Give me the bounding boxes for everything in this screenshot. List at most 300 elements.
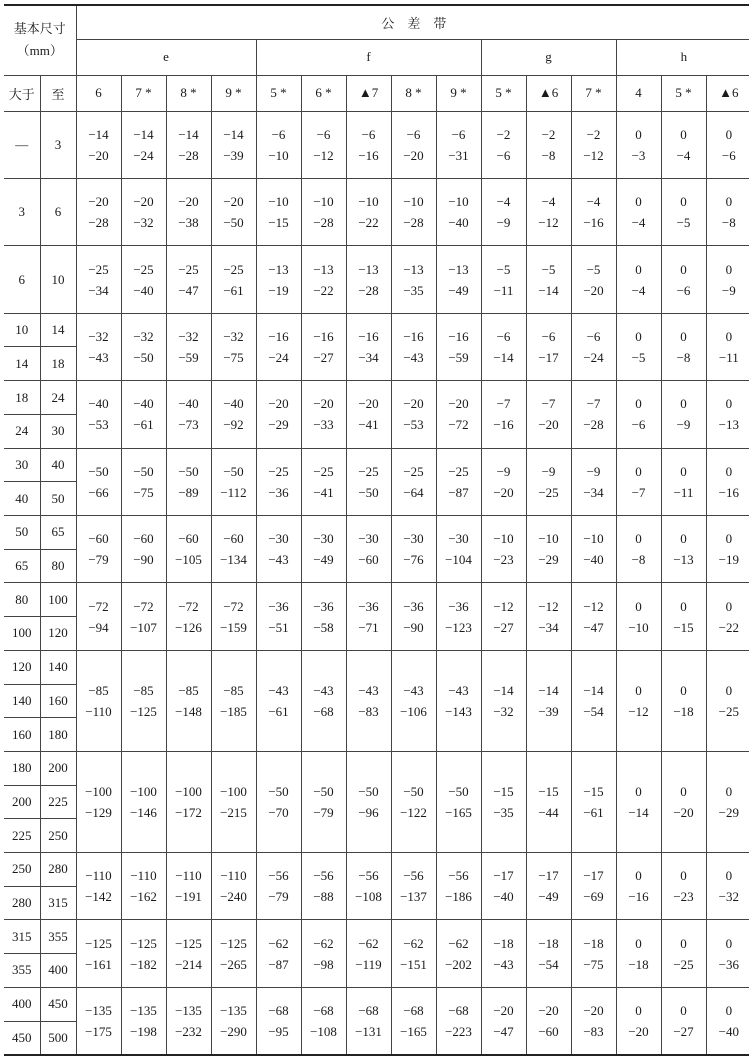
lower-deviation: −8 [721,215,736,231]
size-to-cell: 14 [40,313,76,347]
upper-deviation: −43 [403,682,424,698]
lower-deviation: −214 [175,956,202,972]
lower-deviation: −73 [178,417,199,433]
basic-size-label: 基本尺寸 [13,21,66,37]
deviation-cell [211,650,256,751]
lower-deviation: −29 [268,417,289,433]
table-header [4,5,749,111]
upper-deviation: 0 [635,396,642,412]
lower-deviation: −76 [403,552,424,568]
upper-deviation: 0 [725,328,733,344]
upper-deviation: −85 [223,682,244,698]
group-header-g: g [481,39,616,75]
lower-deviation: −95 [268,1023,289,1039]
deviation-cell [301,583,346,650]
upper-deviation: −50 [88,463,109,479]
size-to-cell: 315 [40,886,76,920]
upper-deviation: 0 [680,598,687,614]
lower-deviation: −72 [448,417,469,433]
upper-deviation: −16 [268,328,289,344]
deviation-cell [211,987,256,1054]
upper-deviation: −13 [358,261,379,277]
lower-deviation: −223 [445,1023,472,1039]
table-row [4,313,749,347]
deviation-cell [526,246,571,313]
size-from-cell: 355 [4,954,40,988]
table-row [4,853,749,887]
deviation-cell [301,853,346,920]
lower-deviation: −123 [445,619,472,635]
deviation-cell [166,111,211,178]
upper-deviation: −6 [496,328,511,344]
deviation-cell [436,853,481,920]
lower-deviation: −18 [628,956,649,972]
lower-deviation: −198 [130,1023,157,1039]
lower-deviation: −75 [223,349,244,365]
lower-deviation: −151 [400,956,427,972]
lower-deviation: −70 [268,804,289,820]
lower-deviation: −29 [538,552,559,568]
upper-deviation: −56 [448,868,469,884]
lower-deviation: −89 [178,484,199,500]
lower-deviation: −14 [493,349,514,365]
deviation-cell [661,853,706,920]
size-to-cell: 355 [40,920,76,954]
upper-deviation: −15 [583,783,604,799]
deviation-cell [166,246,211,313]
size-from-cell: 24 [4,414,40,448]
deviation-cell [436,987,481,1054]
deviation-cell [391,313,436,380]
size-from-cell: 280 [4,886,40,920]
deviation-cell [616,313,661,380]
grade-header-h-2: ▲6 [706,75,749,111]
upper-deviation: −14 [583,682,604,698]
deviation-cell [436,583,481,650]
upper-deviation: 0 [725,682,733,698]
upper-deviation: −62 [448,935,469,951]
tolerance-zone-header: 公 差 带 [76,5,749,39]
deviation-cell [616,650,661,751]
upper-deviation: 0 [635,463,642,479]
upper-deviation: −25 [448,463,469,479]
upper-deviation: −68 [313,1002,334,1018]
deviation-cell [346,920,391,987]
upper-deviation: −125 [130,935,157,951]
deviation-cell [346,751,391,852]
deviation-cell [706,313,749,380]
lower-deviation: −50 [133,349,154,365]
deviation-cell [76,920,121,987]
deviation-cell [121,381,166,448]
table-row [4,751,749,785]
deviation-cell [436,246,481,313]
deviation-cell [301,650,346,751]
deviation-cell [661,515,706,582]
deviation-cell [166,920,211,987]
deviation-cell [211,178,256,245]
deviation-cell [571,987,616,1054]
upper-deviation: 0 [725,783,733,799]
upper-deviation: −6 [451,126,466,142]
deviation-cell [661,111,706,178]
upper-deviation: 0 [680,328,687,344]
size-to-cell: 30 [40,414,76,448]
lower-deviation: −6 [631,417,646,433]
upper-deviation: −100 [130,783,157,799]
upper-deviation: −5 [496,261,511,277]
upper-deviation: −60 [178,531,199,547]
deviation-cell [121,246,166,313]
deviation-cell [121,987,166,1054]
lower-deviation: −23 [673,889,694,905]
deviation-cell [436,178,481,245]
upper-deviation: 0 [725,261,733,277]
size-from-cell: 225 [4,819,40,853]
lower-deviation: −39 [223,147,244,163]
deviation-cell [121,515,166,582]
deviation-cell [256,751,301,852]
upper-deviation: −20 [583,1002,604,1018]
upper-deviation: −50 [223,463,244,479]
to-header: 至 [40,75,76,111]
lower-deviation: −39 [538,703,559,719]
upper-deviation: −60 [88,531,109,547]
upper-deviation: −50 [448,783,469,799]
deviation-cell [706,381,749,448]
upper-deviation: 0 [635,682,642,698]
deviation-cell [301,178,346,245]
deviation-cell [391,920,436,987]
lower-deviation: −68 [313,703,334,719]
size-to-cell: 200 [40,751,76,785]
upper-deviation: −60 [223,531,244,547]
lower-deviation: −83 [583,1023,604,1039]
lower-deviation: −59 [178,349,199,365]
upper-deviation: −85 [88,682,109,698]
grade-header-f-2: ▲7 [346,75,391,111]
upper-deviation: 0 [725,396,733,412]
lower-deviation: −58 [313,619,334,635]
size-from-cell: 65 [4,549,40,583]
deviation-cell [346,853,391,920]
upper-deviation: −110 [85,868,112,884]
deviation-cell [571,111,616,178]
size-to-cell: 3 [40,111,76,178]
size-from-cell: 250 [4,853,40,887]
lower-deviation: −24 [268,349,289,365]
table-row [4,515,749,549]
upper-deviation: −50 [403,783,424,799]
deviation-cell [166,178,211,245]
lower-deviation: −75 [583,956,604,972]
upper-deviation: −135 [175,1002,202,1018]
size-from-cell: 160 [4,718,40,752]
upper-deviation: −18 [583,935,604,951]
deviation-cell [256,583,301,650]
upper-deviation: −14 [178,126,199,142]
deviation-cell [706,515,749,582]
deviation-cell [706,178,749,245]
lower-deviation: −165 [445,804,472,820]
lower-deviation: −9 [676,417,691,433]
upper-deviation: 0 [725,598,733,614]
size-from-cell: 120 [4,650,40,684]
lower-deviation: −265 [220,956,247,972]
deviation-cell [526,381,571,448]
size-from-cell: 200 [4,785,40,819]
deviation-cell [481,313,526,380]
size-from-cell: 80 [4,583,40,617]
lower-deviation: −27 [493,619,514,635]
lower-deviation: −35 [493,804,514,820]
upper-deviation: −10 [448,194,469,210]
lower-deviation: −23 [493,552,514,568]
deviation-cell [301,246,346,313]
lower-deviation: −185 [220,703,247,719]
upper-deviation: −6 [586,328,601,344]
upper-deviation: −32 [88,328,109,344]
deviation-cell [256,111,301,178]
upper-deviation: −15 [493,783,514,799]
grade-row [4,75,749,111]
lower-deviation: −98 [313,956,334,972]
lower-deviation: −11 [718,349,739,365]
upper-deviation: −10 [313,194,334,210]
lower-deviation: −49 [313,552,334,568]
deviation-cell [301,111,346,178]
lower-deviation: −90 [403,619,424,635]
lower-deviation: −107 [130,619,157,635]
upper-deviation: −30 [403,531,424,547]
lower-deviation: −34 [358,349,379,365]
upper-deviation: −20 [538,1002,559,1018]
deviation-cell [76,853,121,920]
lower-deviation: −87 [268,956,289,972]
lower-deviation: −20 [583,282,604,298]
deviation-cell [211,313,256,380]
upper-deviation: −40 [178,396,199,412]
deviation-cell [166,650,211,751]
upper-deviation: −20 [268,396,289,412]
upper-deviation: −25 [313,463,334,479]
upper-deviation: 0 [635,328,642,344]
upper-deviation: 0 [680,126,687,142]
deviation-cell [211,246,256,313]
deviation-cell [661,920,706,987]
lower-deviation: −19 [268,282,289,298]
lower-deviation: −16 [628,889,649,905]
lower-deviation: −20 [493,484,514,500]
upper-deviation: −13 [313,261,334,277]
lower-deviation: −137 [400,889,427,905]
upper-deviation: 0 [635,531,642,547]
lower-deviation: −69 [583,889,604,905]
upper-deviation: −20 [88,194,109,210]
deviation-cell [706,583,749,650]
lower-deviation: −104 [445,552,472,568]
deviation-cell [121,583,166,650]
deviation-cell [211,381,256,448]
lower-deviation: −43 [493,956,514,972]
deviation-cell [616,920,661,987]
lower-deviation: −87 [448,484,469,500]
size-from-cell: 400 [4,987,40,1021]
deviation-cell [256,448,301,515]
upper-deviation: −135 [130,1002,157,1018]
deviation-cell [436,448,481,515]
lower-deviation: −40 [493,889,514,905]
upper-deviation: −13 [268,261,289,277]
upper-deviation: −2 [586,126,601,142]
upper-deviation: −32 [178,328,199,344]
deviation-cell [346,381,391,448]
lower-deviation: −6 [721,147,736,163]
grade-header-h-1: 5 * [661,75,706,111]
deviation-cell [571,920,616,987]
upper-deviation: −68 [358,1002,379,1018]
lower-deviation: −49 [448,282,469,298]
lower-deviation: −32 [718,889,739,905]
deviation-cell [436,650,481,751]
upper-deviation: −10 [268,194,289,210]
lower-deviation: −41 [358,417,379,433]
deviation-cell [661,650,706,751]
deviation-cell [391,650,436,751]
lower-deviation: −129 [85,804,112,820]
lower-deviation: −92 [223,417,244,433]
deviation-cell [166,987,211,1054]
lower-deviation: −47 [178,282,199,298]
size-to-cell: 500 [40,1021,76,1055]
lower-deviation: −161 [85,956,112,972]
lower-deviation: −12 [538,215,559,231]
deviation-cell [76,246,121,313]
deviation-cell [661,381,706,448]
deviation-cell [661,178,706,245]
deviation-cell [346,448,391,515]
upper-deviation: −20 [358,396,379,412]
lower-deviation: −202 [445,956,472,972]
upper-deviation: −30 [313,531,334,547]
deviation-cell [166,381,211,448]
upper-deviation: −25 [223,261,244,277]
deviation-cell [481,987,526,1054]
table-row [4,178,749,245]
lower-deviation: −16 [718,484,739,500]
upper-deviation: −7 [541,396,556,412]
upper-deviation: −68 [268,1002,289,1018]
lower-deviation: −32 [133,215,154,231]
lower-deviation: −134 [220,552,247,568]
lower-deviation: −79 [313,804,334,820]
upper-deviation: −40 [88,396,109,412]
upper-deviation: −30 [448,531,469,547]
lower-deviation: −79 [268,889,289,905]
upper-deviation: −43 [358,682,379,698]
size-to-cell: 450 [40,987,76,1021]
upper-deviation: −10 [538,531,559,547]
deviation-cell [706,246,749,313]
upper-deviation: 0 [680,682,687,698]
upper-deviation: −7 [496,396,511,412]
lower-deviation: −14 [538,282,559,298]
lower-deviation: −44 [538,804,559,820]
deviation-cell [391,381,436,448]
deviation-cell [616,853,661,920]
upper-deviation: −30 [268,531,289,547]
upper-deviation: −20 [493,1002,514,1018]
lower-deviation: −28 [583,417,604,433]
deviation-cell [391,751,436,852]
lower-deviation: −19 [718,552,739,568]
upper-deviation: −6 [316,126,331,142]
deviation-cell [121,448,166,515]
upper-deviation: 0 [680,868,687,884]
deviation-cell [706,448,749,515]
grade-header-g-1: ▲6 [526,75,571,111]
deviation-cell [436,751,481,852]
lower-deviation: −5 [676,215,691,231]
lower-deviation: −31 [448,147,469,163]
lower-deviation: −4 [631,282,646,298]
deviation-cell [436,381,481,448]
upper-deviation: 0 [680,935,687,951]
group-header-h: h [616,39,749,75]
lower-deviation: −64 [403,484,424,500]
upper-deviation: 0 [680,261,687,277]
upper-deviation: −18 [538,935,559,951]
lower-deviation: −186 [445,889,472,905]
lower-deviation: −10 [628,619,649,635]
lower-deviation: −13 [718,417,739,433]
table-row [4,448,749,482]
size-from-cell: 10 [4,313,40,347]
table-row [4,583,749,617]
deviation-cell [121,650,166,751]
upper-deviation: −10 [583,531,604,547]
lower-deviation: −60 [538,1023,559,1039]
lower-deviation: −13 [673,552,694,568]
upper-deviation: −68 [448,1002,469,1018]
upper-deviation: 0 [635,261,642,277]
lower-deviation: −148 [175,703,202,719]
size-to-cell: 400 [40,954,76,988]
deviation-cell [346,111,391,178]
size-to-cell: 80 [40,549,76,583]
size-to-cell: 40 [40,448,76,482]
lower-deviation: −33 [313,417,334,433]
deviation-cell [76,111,121,178]
size-from-cell: 450 [4,1021,40,1055]
upper-deviation: −4 [496,194,511,210]
upper-deviation: −25 [403,463,424,479]
deviation-cell [301,987,346,1054]
lower-deviation: −105 [175,552,202,568]
deviation-cell [211,853,256,920]
size-to-cell: 140 [40,650,76,684]
upper-deviation: −9 [496,463,511,479]
deviation-cell [526,448,571,515]
deviation-cell [346,246,391,313]
upper-deviation: 0 [635,598,642,614]
deviation-cell [481,853,526,920]
size-from-cell: 50 [4,515,40,549]
grade-header-h-0: 4 [616,75,661,111]
deviation-cell [76,515,121,582]
group-header-e: e [76,39,256,75]
deviation-cell [346,313,391,380]
